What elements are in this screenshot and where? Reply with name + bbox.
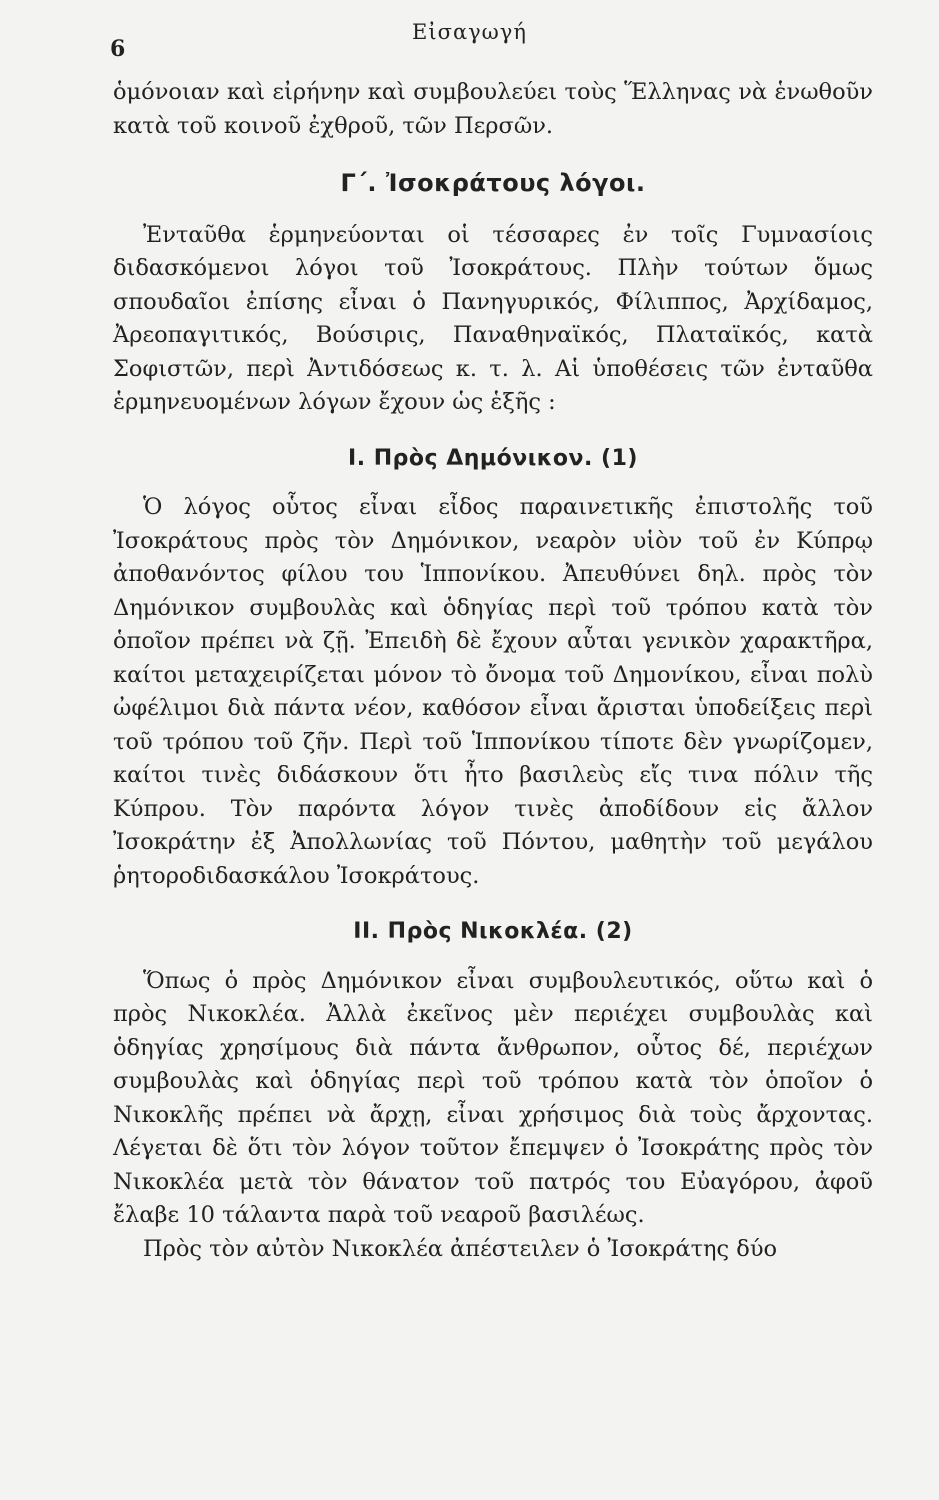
section-paragraph: Ἐνταῦθα ἑρμηνεύονται οἱ τέσσαρες ἐν τοῖς Γυμνασίοις διδασκόμενοι λόγοι τοῦ Ἰσοκράτους. Πλὴν τούτων ὅμως σπουδαῖοι ἐπίσης εἶναι ὁ Πανηγυρικός, Φίλιππος, Ἀρχίδαμος, Ἀρεοπαγιτικός, Βούσιρις, Παναθηναϊκός, Πλαταϊκός, κατὰ Σοφιστῶν, περὶ Ἀντιδόσεως κ. τ. λ. Αἱ ὑποθέσεις τῶν ἐνταῦθα ἑρμηνευομένων λόγων ἔχουν ὡς ἑξῆς :	[113, 221, 873, 415]
subheading-nicocles: ΙΙ. Πρὸς Νικοκλέα. (2)	[353, 919, 633, 944]
paragraph-nicocles: Ὅπως ὁ πρὸς Δημόνικον εἶναι συμβουλευτικός, οὕτω καὶ ὁ πρὸς Νικοκλέα. Ἀλλὰ ἐκεῖνος μὲν περιέχει συμβουλὰς καὶ ὁδηγίας χρησίμους διὰ πάντα ἄνθρωπον, οὗτος δέ, περιέχων συμβουλὰς καὶ ὁδηγίας περὶ τοῦ τρόπου κατὰ τὸν ὁποῖον ὁ Νικοκλῆς πρέπει νὰ ἄρχῃ, εἶναι χρήσιμος διὰ τοὺς ἄρχοντας. Λέγεται δὲ ὅτι τὸν λόγον τοῦτον ἔπεμψεν ὁ Ἰσοκράτης πρὸς τὸν Νικοκλέα μετὰ τὸν θάνατον τοῦ πατρός του Εὐαγόρου, ἀφοῦ ἔλαβε 10 τάλαντα παρὰ τοῦ νεαροῦ βασιλέως.	[113, 967, 873, 1228]
page-number: 6	[110, 36, 126, 62]
running-title: Εἰσαγωγή	[412, 20, 527, 44]
paragraph-continuation: Πρὸς τὸν αὐτὸν Νικοκλέα ἀπέστειλεν ὁ Ἰσοκράτης δύο	[143, 1235, 778, 1262]
page-body	[113, 76, 873, 1266]
section-heading: Γ΄. Ἰσοκράτους λόγοι.	[340, 169, 646, 197]
paragraph-demonicus: Ὁ λόγος οὗτος εἶναι εἶδος παραινετικῆς ἐπιστολῆς τοῦ Ἰσοκράτους πρὸς τὸν Δημόνικον, νεαρὸν υἱὸν τοῦ ἐν Κύπρῳ ἀποθανόντος φίλου του Ἱππονίκου. Ἀπευθύνει δηλ. πρὸς τὸν Δημόνικον συμβουλὰς καὶ ὁδηγίας περὶ τοῦ τρόπου κατὰ τὸν ὁποῖον πρέπει νὰ ζῇ. Ἐπειδὴ δὲ ἔχουν αὗται γενικὸν χαρακτῆρα, καίτοι μεταχειρίζεται μόνον τὸ ὄνομα τοῦ Δημονίκου, εἶναι πολὺ ὠφέλιμοι διὰ πάντα νέον, καθόσον εἶναι ἄρισται ὑποδείξεις περὶ τοῦ τρόπου τοῦ ζῆν. Περὶ τοῦ Ἱππονίκου τίποτε δὲν γνωρίζομεν, καίτοι τινὲς διδάσκουν ὅτι ἦτο βασιλεὺς εἴς τινα πόλιν τῆς Κύπρου. Τὸν παρόντα λόγον τινὲς ἀποδίδουν εἰς ἄλλον Ἰσοκράτην ἐξ Ἀπολλωνίας τοῦ Πόντου, μαθητὴν τοῦ μεγάλου ῥητοροδιδασκάλου Ἰσοκράτους.	[113, 494, 873, 889]
intro-continuation: ὁμόνοιαν καὶ εἰρήνην καὶ συμβουλεύει τοὺς Ἕλληνας νὰ ἑνωθοῦν κατὰ τοῦ κοινοῦ ἐχθροῦ, τῶν Περσῶν.	[113, 79, 873, 139]
subheading-demonicus: Ι. Πρὸς Δημόνικον. (1)	[348, 445, 638, 471]
